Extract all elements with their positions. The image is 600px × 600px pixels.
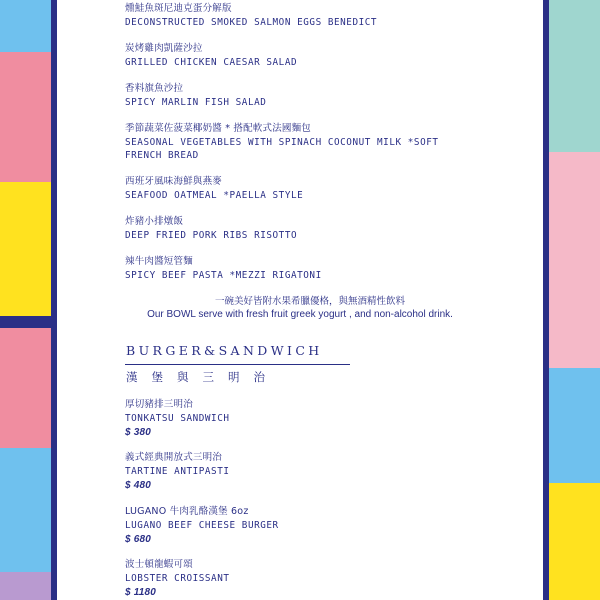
menu-item-salmon-benedict <box>125 2 377 29</box>
item-price: $ 480 <box>125 480 152 491</box>
item-zh-name: 季節蔬菜佐菠菜椰奶醬 * 搭配軟式法國麵包 <box>125 123 311 134</box>
menu-item-lobster-croissant <box>125 558 230 600</box>
menu-item-spicy-beef-pasta <box>125 255 322 282</box>
left-block-sky-top <box>0 0 51 52</box>
item-en-name: DECONSTRUCTED SMOKED SALMON EGGS BENEDICT <box>125 16 378 28</box>
left-block-pink <box>0 52 51 182</box>
item-price: $ 380 <box>125 427 152 438</box>
menu-item-seafood-oatmeal <box>125 175 303 202</box>
section-title-zh: 漢堡與三明治 <box>126 370 279 384</box>
item-en-name: TONKATSU SANDWICH <box>125 412 230 424</box>
right-block-light-pink <box>549 152 600 368</box>
item-zh-name: 香料旗魚沙拉 <box>125 83 184 94</box>
item-zh-name: LUGANO 牛肉乳酪漢堡 6oz <box>125 506 249 517</box>
item-en-name: SEASONAL VEGETABLES WITH SPINACH COCONUT MILK *SOFT <box>125 136 439 148</box>
right-block-sky <box>549 368 600 483</box>
right-block-mint <box>549 0 600 152</box>
left-block-pink-lower <box>0 328 51 448</box>
item-zh-name: 西班牙風味海鮮與燕麥 <box>125 176 223 187</box>
item-price: $ 680 <box>125 534 152 545</box>
item-en-name: DEEP FRIED PORK RIBS RISOTTO <box>125 229 298 241</box>
bowl-note <box>57 295 543 321</box>
item-en-name: LOBSTER CROISSANT <box>125 572 230 584</box>
menu-item-marlin-salad <box>125 82 266 109</box>
item-zh-name: 炭烤雞肉凱薩沙拉 <box>125 43 203 54</box>
item-en-name: SPICY BEEF PASTA *MEZZI RIGATONI <box>125 269 322 281</box>
menu-item-tartine-antipasti <box>125 451 230 493</box>
item-en-name: SEAFOOD OATMEAL *PAELLA STYLE <box>125 189 304 201</box>
menu-frame-right <box>543 0 549 600</box>
item-en-name: GRILLED CHICKEN CAESAR SALAD <box>125 56 298 68</box>
left-block-yellow <box>0 182 51 316</box>
item-en-name: SPICY MARLIN FISH SALAD <box>125 96 267 108</box>
bowl-note-zh: 一碗美好皆附水果希臘優格，與無酒精性飲料 <box>214 296 405 307</box>
bowl-note-en: Our BOWL serve with fresh fruit greek yogurt , and non-alcohol drink. <box>147 309 453 320</box>
menu-item-pork-ribs-risotto <box>125 215 297 242</box>
item-zh-name: 燻鮭魚斑尼迪克蛋分解版 <box>125 3 232 14</box>
item-zh-name: 義式經典開放式三明治 <box>125 452 223 463</box>
left-block-lavender <box>0 572 51 600</box>
menu-item-chicken-caesar <box>125 42 297 69</box>
menu-item-tonkatsu-sandwich <box>125 398 230 440</box>
menu-item-lugano-burger <box>125 505 279 547</box>
right-block-yellow <box>549 483 600 600</box>
left-frame-bar <box>0 316 57 328</box>
item-zh-name: 辣牛肉醬短管麵 <box>125 256 193 267</box>
section-divider <box>125 364 350 365</box>
item-price: $ 1180 <box>125 587 157 598</box>
item-zh-name: 波士頓龍蝦可頌 <box>125 559 193 570</box>
item-zh-name: 炸豬小排燉飯 <box>125 216 184 227</box>
section-title-burger-sandwich: BURGER&SANDWICH <box>126 343 323 358</box>
item-en-name: TARTINE ANTIPASTI <box>125 465 230 477</box>
menu-item-seasonal-vegetables <box>125 122 439 163</box>
item-en-name: LUGANO BEEF CHEESE BURGER <box>125 519 279 531</box>
item-zh-name: 厚切豬排三明治 <box>125 399 193 410</box>
left-block-sky-lower <box>0 448 51 572</box>
item-en-name-continued: FRENCH BREAD <box>125 150 199 161</box>
